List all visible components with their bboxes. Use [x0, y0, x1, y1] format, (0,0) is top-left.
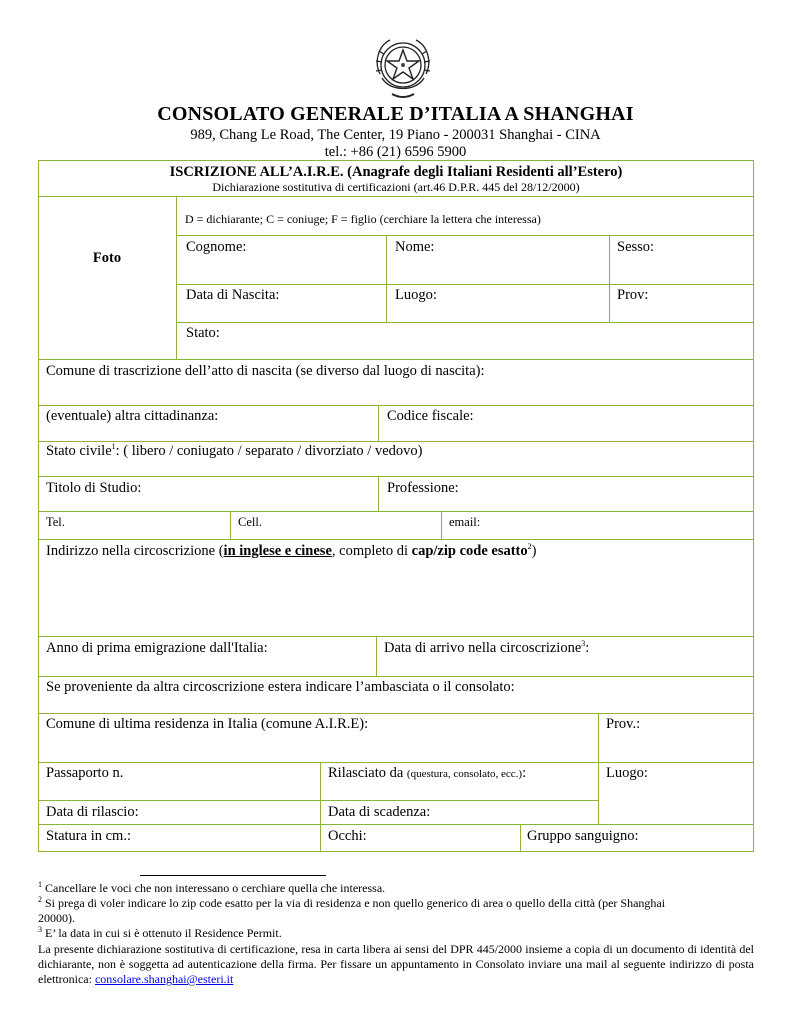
- tax-code-field[interactable]: Codice fiscale:: [387, 408, 474, 424]
- closing-statement: La presente dichiarazione sostitutiva di certificazione, resa in carta libera ai sensi del DPR 445/2000 insieme a copia di un documento di identità del dichiarante, non è soggetta ad autenticazione della firma. Per fissare un appuntamento in Consolato inviare una mail al seguente indirizzo di posta elettronica: consolare.shanghai@esteri.it: [38, 942, 754, 986]
- marital-status-field[interactable]: Stato civile$^1$: ( libero / coniugato / separato / divorziato / vedovo): [46, 442, 423, 459]
- eye-color-field[interactable]: Occhi:: [328, 828, 367, 844]
- birth-province-field[interactable]: Prov:: [617, 287, 649, 303]
- arrival-date-field[interactable]: Data di arrivo nella circoscrizione$^3$:: [384, 639, 590, 656]
- last-italian-residence-field[interactable]: Comune di ultima residenza in Italia (comune A.I.R.E):: [46, 716, 369, 732]
- birth-date-field[interactable]: Data di Nascita:: [186, 287, 280, 303]
- consulate-address: 989, Chang Le Road, The Center, 19 Piano - 200031 Shanghai - CINA: [190, 127, 601, 143]
- surname-field[interactable]: Cognome:: [186, 239, 247, 255]
- other-citizenship-field[interactable]: (eventuale) altra cittadinanza:: [46, 408, 219, 424]
- issued-by-field[interactable]: Rilasciato da (questura, consolato, ecc.):: [328, 765, 527, 781]
- last-residence-province-field[interactable]: Prov.:: [606, 716, 641, 732]
- expiry-date-field[interactable]: Data di scadenza:: [328, 804, 431, 820]
- issue-place-field[interactable]: Luogo:: [606, 765, 648, 781]
- footnote-2: $^2$ Si prega di voler indicare lo zip code esatto per la via di residenza e non quello generico di area o quello della città (per Shanghai 20000).: [38, 895, 666, 925]
- sex-field[interactable]: Sesso:: [617, 239, 655, 255]
- photo-box: Foto: [92, 250, 122, 266]
- form-subheading: Dichiarazione sostitutiva di certificazioni (art.46 D.P.R. 445 del 28/12/2000): [212, 180, 580, 194]
- profession-field[interactable]: Professione:: [387, 480, 459, 496]
- form-heading: ISCRIZIONE ALL’A.I.R.E. (Anagrafe degli Italiani Residenti all’Estero): [169, 164, 623, 180]
- previous-consulate-field[interactable]: Se proveniente da altra circoscrizione estera indicare l’ambasciata o il consolato:: [46, 679, 515, 695]
- birth-place-field[interactable]: Luogo:: [395, 287, 437, 303]
- phone-field[interactable]: Tel.: [46, 515, 65, 529]
- name-field[interactable]: Nome:: [395, 239, 435, 255]
- emigration-year-field[interactable]: Anno di prima emigrazione dall'Italia:: [46, 640, 268, 656]
- consulate-title: CONSOLATO GENERALE D’ITALIA A SHANGHAI: [157, 103, 634, 125]
- height-field[interactable]: Statura in cm.:: [46, 828, 131, 844]
- aire-registration-form: [38, 160, 754, 852]
- consulate-phone: tel.: +86 (21) 6596 5900: [324, 144, 467, 160]
- issue-date-field[interactable]: Data di rilascio:: [46, 804, 139, 820]
- consulate-email-link[interactable]: consolare.shanghai@esteri.it: [94, 972, 234, 986]
- blood-group-field[interactable]: Gruppo sanguigno:: [527, 828, 639, 844]
- transcription-municipality-field[interactable]: Comune di trascrizione dell’atto di nascita (se diverso dal luogo di nascita):: [46, 363, 485, 379]
- footnote-1: $^1$ Cancellare le voci che non interessano o cerchiare quella che interessa.: [38, 880, 386, 895]
- italian-republic-emblem-icon: [372, 34, 434, 100]
- mobile-field[interactable]: Cell.: [238, 515, 262, 529]
- relation-legend: D = dichiarante; C = coniuge; F = figlio (cerchiare la lettera che interessa): [185, 212, 541, 226]
- address-field[interactable]: Indirizzo nella circoscrizione (in inglese e cinese, completo di cap/zip code esatto$^2$): [46, 542, 537, 559]
- footnote-3: $^3$ E’ la data in cui si è ottenuto il Residence Permit.: [38, 925, 282, 940]
- education-field[interactable]: Titolo di Studio:: [46, 480, 142, 496]
- email-field[interactable]: email:: [449, 515, 481, 529]
- footnote-separator: [140, 875, 326, 876]
- country-field[interactable]: Stato:: [186, 325, 220, 341]
- passport-number-field[interactable]: Passaporto n.: [46, 765, 124, 781]
